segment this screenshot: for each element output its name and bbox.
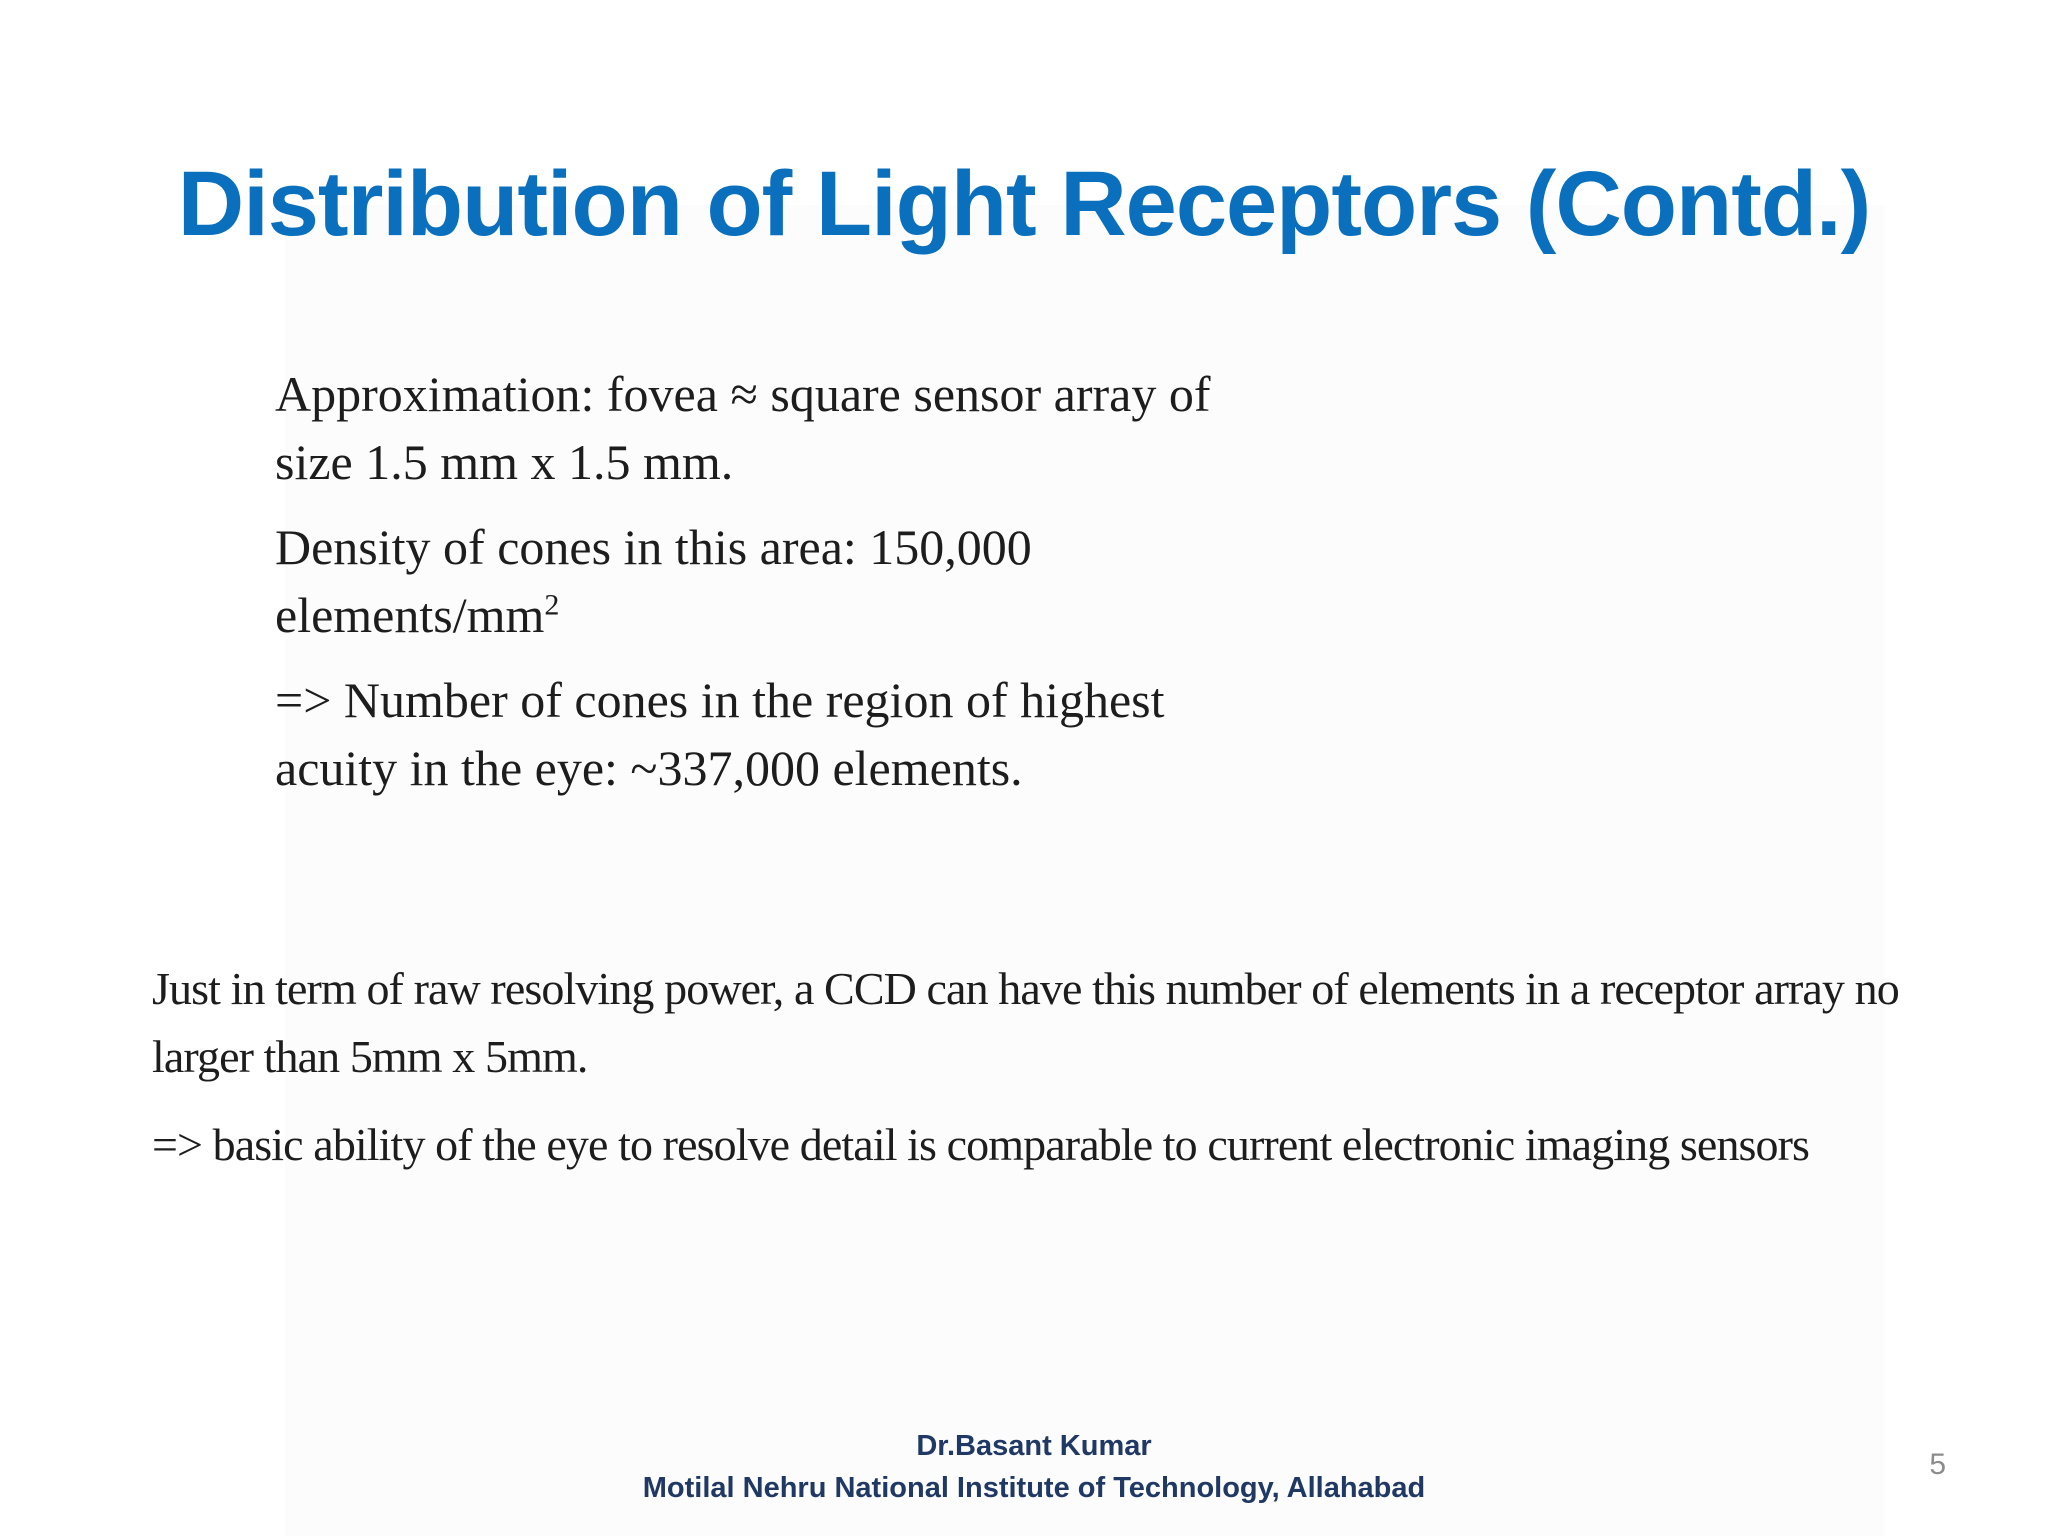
page-number: 5 [1929,1448,1946,1481]
cone-count-paragraph [275,666,1525,802]
footer-institute: Motilal Nehru National Institute of Technology, Allahabad [642,1472,1426,1504]
ccd-comparison-text [152,955,1942,1199]
density-superscript: 2 [544,588,560,622]
cone-count-line-1: => Number of cones in the region of highest [275,672,1165,728]
ccd-line-1: Just in term of raw resolving power, a CCD can have this number of elements in a receptor array no [152,963,1899,1014]
slide-footer [0,1425,2048,1509]
ccd-line-2: larger than 5mm x 5mm. [152,1031,588,1082]
density-paragraph [275,513,1525,649]
conclusion-paragraph: => basic ability of the eye to resolve detail is comparable to current electronic imaging sensors [152,1119,1810,1170]
approximation-line-1: Approximation: fovea ≈ square sensor array of [275,366,1211,422]
approximation-paragraph [275,360,1525,496]
slide-title: Distribution of Light Receptors (Contd.) [177,152,1871,255]
density-line-1: Density of cones in this area: 150,000 [275,519,1032,575]
fovea-approximation-text [275,360,1525,819]
density-line-2: elements/mm [275,587,545,643]
footer-author: Dr.Basant Kumar [916,1430,1152,1462]
ccd-paragraph [152,955,1942,1091]
cone-count-line-2: acuity in the eye: ~337,000 elements. [275,740,1023,796]
approximation-line-2: size 1.5 mm x 1.5 mm. [275,434,734,490]
